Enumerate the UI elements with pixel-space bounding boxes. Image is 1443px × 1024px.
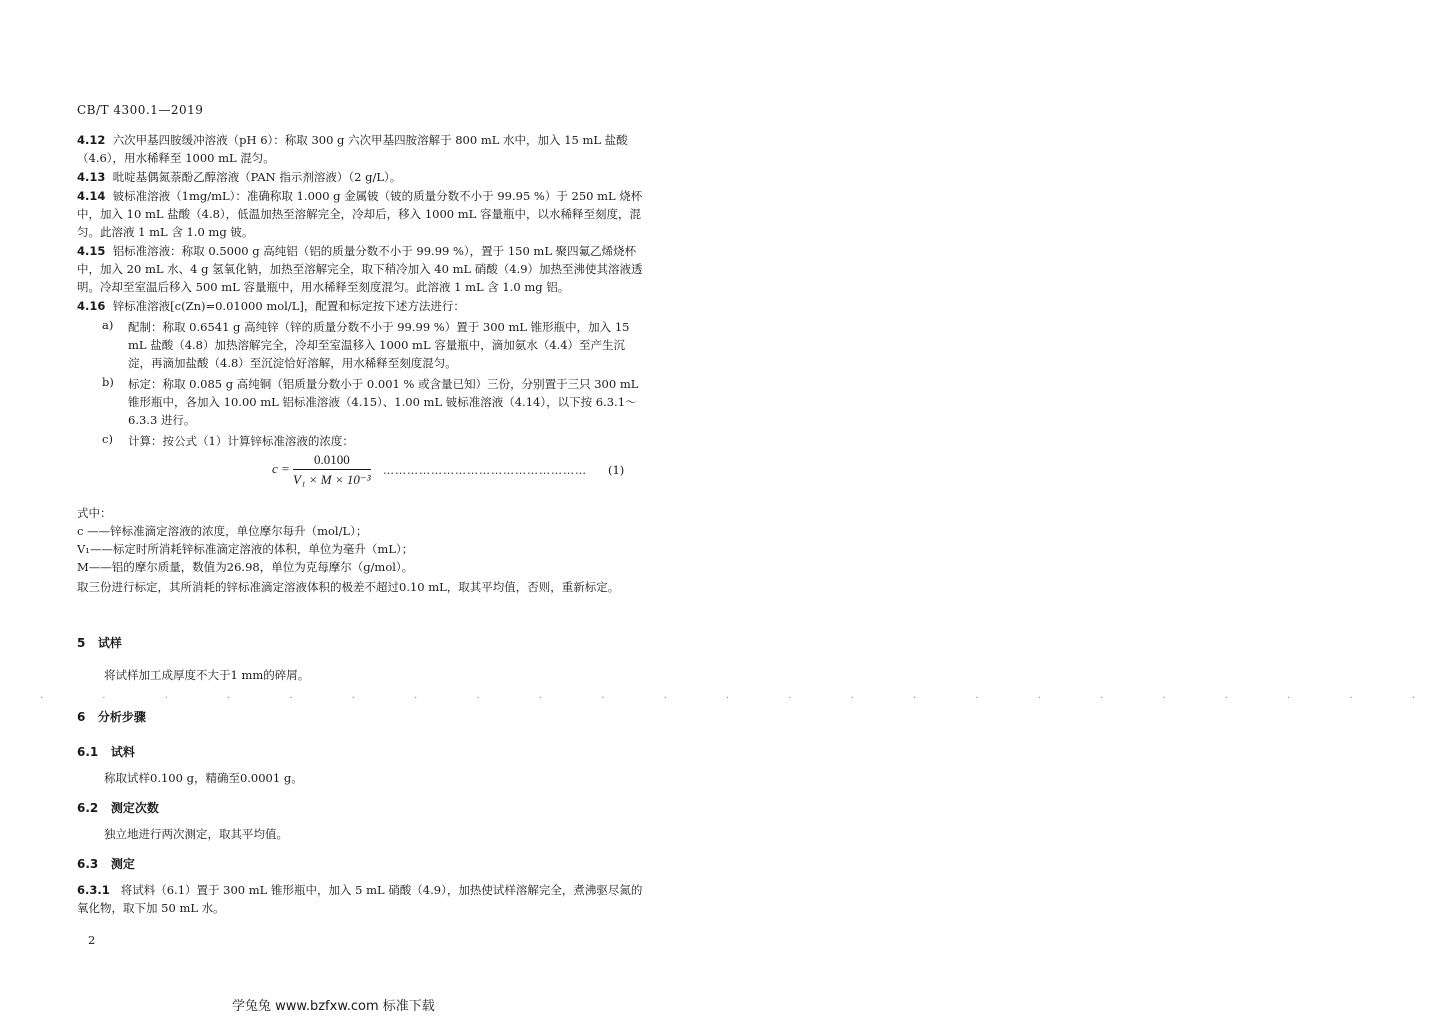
clause-text: 锌标准溶液[c(Zn)=0.01000 mol/L]，配置和标定按下述方法进行： [112,299,465,313]
item-c-text: 计算：按公式（1）计算锌标准溶液的浓度： [128,434,354,448]
item-label-a: a) [102,318,114,332]
formula-number: (1) [608,463,625,477]
clause-4-14 [77,187,647,241]
section-number: 5 [77,636,86,650]
section-6-3-heading [77,855,135,872]
section-6-2-text: 独立地进行两次测定，取其平均值。 [104,827,288,841]
item-b-text: 标定：称取 0.085 g 高纯铜（铝质量分数小于 0.001 % 或含量已知）三份，分别置于三只 300 mL 锥形瓶中，各加入 10.00 mL 铝标准溶液（4.15）、1.00 mL 铍标准溶液（4.14），以下按 6.3.1～6.3.3 进行。 [128,377,639,427]
where-label: 式中： [77,506,112,520]
item-label-c: c) [102,432,113,446]
clause-number: 4.15 [77,244,106,258]
section-6-heading [77,708,146,725]
clause-text: 铍标准溶液（1mg/mL）：准确称取 1.000 g 金属铍（铍的质量分数不小于 99.95 %）于 250 mL 烧杯中，加入 10 mL 盐酸（4.8），低温加热至溶解完全，冷却后，移入 1000 mL 容量瓶中，以水稀释至刻度，混匀。此溶液 1 mL 含 1.0 mg 铍。 [77,189,643,239]
formula-fraction [293,452,371,488]
where-m: M——铝的摩尔质量，数值为26.98，单位为克每摩尔（g/mol）。 [77,560,414,574]
section-6-1-heading [77,743,135,760]
item-label-b: b) [102,375,114,389]
section-number: 6 [77,710,86,724]
clause-text: 铝标准溶液：称取 0.5000 g 高纯铝（铝的质量分数不小于 99.99 %），置于 150 mL 聚四氟乙烯烧杯中，加入 20 mL 水、4 g 氢氧化钠，加热至溶解完全，取下稍冷加入 40 mL 硝酸（4.9）加热至沸使其溶液透明。冷却至室温后移入 500 mL 容量瓶中，用水稀释至刻度混匀。此溶液 1 mL 含 1.0 mg 铝。 [77,244,643,294]
where-c: c ——锌标准滴定溶液的浓度，单位摩尔每升（mol/L）； [77,524,368,538]
section-title: 测定 [110,857,135,871]
section-number: 6.1 [77,745,99,759]
clause-4-16 [77,297,647,315]
section-title: 试样 [97,636,122,650]
clause-number: 4.12 [77,133,106,147]
clause-number: 4.13 [77,170,106,184]
section-title: 分析步骤 [97,710,146,724]
clause-4-15 [77,242,647,296]
formula-1 [272,452,371,488]
section-6-3-1 [77,881,647,917]
formula-denominator: V₁ × M × 10⁻³ [293,472,371,487]
item-a-text: 配制：称取 0.6541 g 高纯锌（锌的质量分数不小于 99.99 %）置于 300 mL 锥形瓶中，加入 15 mL 盐酸（4.8）加热溶解完全，冷却至室温移入 1000 mL 容量瓶中，滴加氨水（4.4）至产生沉淀，再滴加盐酸（4.8）至沉淀恰好溶解，用水稀释至刻度混匀。 [128,320,630,370]
section-6-1-text: 称取试样0.100 g，精确至0.0001 g。 [104,771,303,785]
repeat-note: 取三份进行标定，其所消耗的锌标准滴定溶液体积的极差不超过0.10 mL，取其平均值，否则，重新标定。 [77,580,620,594]
clause-text: 吡啶基偶氮萘酚乙醇溶液（PAN 指示剂溶液）（2 g/L）。 [112,170,402,184]
formula-leader-dots: …………………………………………… [383,464,587,477]
scan-dot-line: · · · · · · · · · · · · · · · · · · · · · · · [40,693,1443,704]
section-5-heading [77,634,122,651]
where-v1: V₁——标定时所消耗锌标准滴定溶液的体积，单位为毫升（mL）； [77,542,414,556]
section-5-text: 将试样加工成厚度不大于1 mm的碎屑。 [104,668,310,682]
clause-text: 六次甲基四胺缓冲溶液（pH 6）：称取 300 g 六次甲基四胺溶解于 800 mL 水中，加入 15 mL 盐酸（4.6），用水稀释至 1000 mL 混匀。 [77,133,628,165]
clause-number: 4.14 [77,189,106,203]
section-6-2-heading [77,799,159,816]
page-number: 2 [88,933,96,947]
section-number: 6.3 [77,857,99,871]
section-number: 6.3.1 [77,883,110,897]
watermark-footer: 学兔兔 www.bzfxw.com 标准下载 [232,999,435,1014]
section-title: 试料 [110,745,135,759]
formula-lhs: c = [272,460,290,476]
clause-4-12 [77,131,647,167]
standard-number: CB/T 4300.1—2019 [77,103,204,117]
formula-numerator: 0.0100 [293,452,371,470]
clause-4-13 [77,168,647,186]
section-number: 6.2 [77,801,99,815]
clause-number: 4.16 [77,299,106,313]
section-text: 将试料（6.1）置于 300 mL 锥形瓶中，加入 5 mL 硝酸（4.9），加热使试样溶解完全，煮沸驱尽氮的氧化物，取下加 50 mL 水。 [77,883,643,915]
section-title: 测定次数 [110,801,159,815]
